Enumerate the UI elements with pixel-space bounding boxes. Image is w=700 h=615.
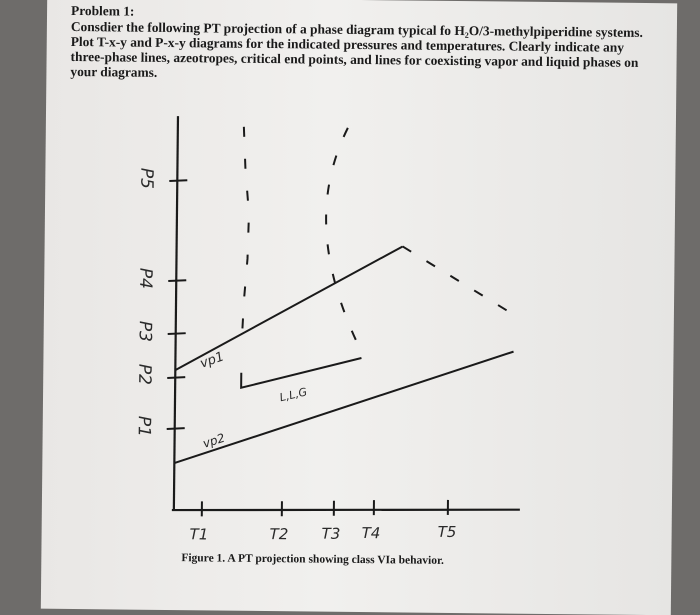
- pt-projection-figure: [41, 0, 677, 615]
- tick-p5: [169, 180, 187, 181]
- figure-caption: Figure 1. A PT projection showing class VIa behavior.: [181, 552, 541, 568]
- label-t4: T4: [362, 524, 381, 542]
- label-three-phase: L,L,G: [278, 385, 308, 404]
- critical-curve-right: [402, 246, 523, 319]
- label-p5: P5: [136, 168, 156, 189]
- pt-diagram: [41, 0, 677, 615]
- label-p4: P4: [135, 268, 155, 289]
- three-phase-line: [241, 357, 361, 389]
- critical-curve-left: [242, 127, 250, 344]
- label-t1: T1: [190, 525, 209, 543]
- critical-curve-upper: [325, 128, 364, 352]
- label-t3: T3: [322, 525, 341, 543]
- tick-p4: [168, 280, 186, 281]
- label-p2: P2: [134, 364, 154, 385]
- temperature-axis: [172, 506, 520, 514]
- label-p1: P1: [134, 416, 154, 437]
- label-t2: T2: [270, 525, 289, 543]
- problem-title: Problem 1:: [71, 3, 661, 24]
- paper-sheet: [41, 0, 677, 615]
- tick-p3: [168, 333, 186, 334]
- problem-body: Consdier the following PT projection of a phase diagram typical fo H₂O/3-methylpiperidine systems. Plot T-x-y and P-x-y diagrams for the indicated pressures and temperatures. Clearly indicate any three-phase lines, azeotropes, critical end points, and lines for coexisting vapor and liquid phases on your diagrams.: [70, 19, 661, 85]
- tick-p1: [167, 428, 185, 429]
- label-vp2: vp2: [201, 431, 227, 451]
- pressure-axis: [174, 116, 178, 510]
- label-vp1: vp1: [198, 349, 226, 371]
- label-p3: P3: [135, 321, 155, 342]
- tick-p2: [167, 377, 185, 378]
- vp2-curve: [174, 348, 513, 467]
- label-t5: T5: [438, 523, 457, 541]
